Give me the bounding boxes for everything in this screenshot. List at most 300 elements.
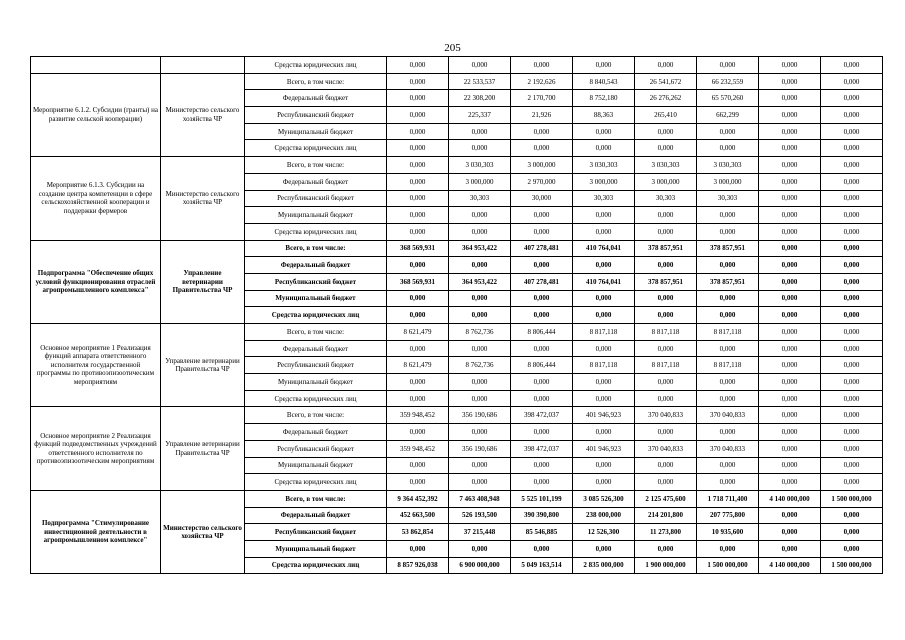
amount-cell: 53 862,854 [387, 524, 449, 541]
amount-cell: 8 817,118 [635, 357, 697, 374]
amount-cell: 0,000 [573, 540, 635, 557]
funding-source-cell: Всего, в том числе: [245, 407, 387, 424]
amount-cell: 9 364 452,392 [387, 490, 449, 507]
amount-cell: 66 232,559 [697, 73, 759, 90]
amount-cell: 0,000 [573, 207, 635, 224]
amount-cell: 0,000 [387, 307, 449, 324]
amount-cell: 0,000 [821, 474, 883, 491]
amount-cell: 0,000 [821, 390, 883, 407]
amount-cell: 0,000 [821, 324, 883, 341]
amount-cell: 0,000 [759, 107, 821, 124]
funding-source-cell: Всего, в том числе: [245, 157, 387, 174]
executor-cell: Министерство сельского хозяйства ЧР [161, 490, 245, 573]
amount-cell: 0,000 [387, 123, 449, 140]
amount-cell: 0,000 [449, 223, 511, 240]
amount-cell: 0,000 [697, 290, 759, 307]
amount-cell: 0,000 [821, 107, 883, 124]
amount-cell: 452 663,500 [387, 507, 449, 524]
amount-cell: 0,000 [387, 424, 449, 441]
amount-cell: 8 806,444 [511, 324, 573, 341]
page-number: 205 [444, 42, 461, 54]
amount-cell: 378 857,951 [635, 273, 697, 290]
amount-cell: 22 533,537 [449, 73, 511, 90]
amount-cell: 0,000 [387, 157, 449, 174]
amount-cell: 0,000 [573, 307, 635, 324]
funding-source-cell: Муниципальный бюджет [245, 290, 387, 307]
amount-cell: 378 857,951 [635, 240, 697, 257]
funding-source-cell: Средства юридических лиц [245, 307, 387, 324]
funding-source-cell: Республиканский бюджет [245, 107, 387, 124]
amount-cell: 0,000 [511, 457, 573, 474]
funding-source-cell: Республиканский бюджет [245, 357, 387, 374]
amount-cell: 3 000,000 [573, 173, 635, 190]
amount-cell: 0,000 [759, 457, 821, 474]
table-row [31, 240, 883, 257]
amount-cell: 0,000 [697, 123, 759, 140]
amount-cell: 1 500 000,000 [821, 557, 883, 574]
amount-cell: 0,000 [573, 390, 635, 407]
amount-cell: 0,000 [821, 173, 883, 190]
amount-cell: 370 040,833 [635, 407, 697, 424]
funding-source-cell: Республиканский бюджет [245, 440, 387, 457]
amount-cell: 0,000 [821, 340, 883, 357]
amount-cell: 0,000 [511, 424, 573, 441]
amount-cell: 0,000 [759, 223, 821, 240]
funding-source-cell: Муниципальный бюджет [245, 207, 387, 224]
amount-cell: 214 201,800 [635, 507, 697, 524]
amount-cell: 401 946,923 [573, 440, 635, 457]
amount-cell: 0,000 [821, 207, 883, 224]
amount-cell: 0,000 [387, 374, 449, 391]
amount-cell: 0,000 [821, 440, 883, 457]
measure-description-cell: Подпрограмма "Обеспечение общих условий функционирования отраслей агропромышленного комплекса" [31, 240, 161, 323]
amount-cell: 8 817,118 [573, 324, 635, 341]
amount-cell: 0,000 [635, 140, 697, 157]
amount-cell: 0,000 [511, 340, 573, 357]
measure-description-cell: Основное мероприятие 1 Реализация функций аппарата ответственного исполнителя государственной программы по противоэпизоотическим мероприятиям [31, 324, 161, 407]
executor-cell: Управление ветеринарии Правительства ЧР [161, 407, 245, 490]
amount-cell: 8 817,118 [573, 357, 635, 374]
amount-cell: 0,000 [759, 173, 821, 190]
amount-cell: 0,000 [449, 307, 511, 324]
amount-cell: 0,000 [573, 340, 635, 357]
funding-source-cell: Всего, в том числе: [245, 324, 387, 341]
amount-cell: 0,000 [759, 474, 821, 491]
amount-cell: 368 569,931 [387, 240, 449, 257]
amount-cell: 0,000 [573, 140, 635, 157]
amount-cell: 410 764,041 [573, 273, 635, 290]
amount-cell: 4 140 000,000 [759, 557, 821, 574]
amount-cell: 207 775,800 [697, 507, 759, 524]
amount-cell: 0,000 [449, 374, 511, 391]
executor-cell: Министерство сельского хозяйства ЧР [161, 73, 245, 156]
amount-cell: 0,000 [821, 257, 883, 274]
amount-cell: 0,000 [635, 207, 697, 224]
measure-description-cell: Подпрограмма "Стимулирование инвестиционной деятельности в агропромышленном комплексе" [31, 490, 161, 573]
amount-cell: 30,303 [573, 190, 635, 207]
amount-cell: 30,000 [511, 190, 573, 207]
amount-cell: 370 040,833 [697, 440, 759, 457]
amount-cell: 0,000 [635, 474, 697, 491]
amount-cell: 0,000 [387, 474, 449, 491]
amount-cell: 0,000 [449, 57, 511, 74]
amount-cell: 0,000 [635, 340, 697, 357]
amount-cell: 0,000 [449, 290, 511, 307]
amount-cell: 0,000 [573, 424, 635, 441]
amount-cell: 356 190,686 [449, 407, 511, 424]
amount-cell: 6 900 000,000 [449, 557, 511, 574]
amount-cell: 0,000 [697, 340, 759, 357]
amount-cell: 0,000 [387, 257, 449, 274]
amount-cell: 0,000 [573, 374, 635, 391]
funding-source-cell: Республиканский бюджет [245, 524, 387, 541]
amount-cell: 0,000 [697, 474, 759, 491]
amount-cell: 0,000 [449, 474, 511, 491]
amount-cell: 2 192,626 [511, 73, 573, 90]
amount-cell: 0,000 [635, 257, 697, 274]
amount-cell: 2 170,700 [511, 90, 573, 107]
amount-cell: 0,000 [635, 57, 697, 74]
amount-cell: 356 190,686 [449, 440, 511, 457]
amount-cell: 0,000 [759, 73, 821, 90]
amount-cell: 364 953,422 [449, 273, 511, 290]
amount-cell: 0,000 [759, 207, 821, 224]
amount-cell: 265,410 [635, 107, 697, 124]
amount-cell: 8 762,736 [449, 324, 511, 341]
funding-source-cell: Средства юридических лиц [245, 57, 387, 74]
amount-cell: 0,000 [511, 123, 573, 140]
amount-cell: 10 935,600 [697, 524, 759, 541]
amount-cell: 0,000 [635, 123, 697, 140]
amount-cell: 0,000 [759, 540, 821, 557]
amount-cell: 0,000 [697, 207, 759, 224]
amount-cell: 0,000 [759, 140, 821, 157]
measure-description-cell: Основное мероприятие 2 Реализация функций подведомственных учреждений ответственного исполнителя по противоэпизоотическим мероприятиям [31, 407, 161, 490]
amount-cell: 0,000 [697, 424, 759, 441]
amount-cell: 401 946,923 [573, 407, 635, 424]
amount-cell: 0,000 [387, 340, 449, 357]
funding-source-cell: Республиканский бюджет [245, 273, 387, 290]
amount-cell: 364 953,422 [449, 240, 511, 257]
amount-cell: 0,000 [821, 190, 883, 207]
amount-cell: 0,000 [449, 340, 511, 357]
amount-cell: 0,000 [759, 324, 821, 341]
table-row [31, 73, 883, 90]
measure-description-cell: Мероприятие 6.1.2. Субсидии (гранты) на развитие сельской кооперации) [31, 73, 161, 156]
amount-cell: 88,363 [573, 107, 635, 124]
amount-cell: 398 472,037 [511, 440, 573, 457]
executor-cell: Управление ветеринарии Правительства ЧР [161, 324, 245, 407]
amount-cell: 8 857 926,038 [387, 557, 449, 574]
funding-source-cell: Муниципальный бюджет [245, 374, 387, 391]
amount-cell: 0,000 [511, 474, 573, 491]
amount-cell: 0,000 [635, 457, 697, 474]
measure-description-cell: Мероприятие 6.1.3. Субсидии на создание центра компетенции в сфере сельскохозяйственной кооперации и поддержки фермеров [31, 157, 161, 240]
amount-cell: 26 276,262 [635, 90, 697, 107]
amount-cell: 0,000 [511, 374, 573, 391]
amount-cell: 0,000 [511, 290, 573, 307]
amount-cell: 359 948,452 [387, 440, 449, 457]
amount-cell: 0,000 [821, 524, 883, 541]
amount-cell: 0,000 [697, 457, 759, 474]
amount-cell: 0,000 [759, 90, 821, 107]
amount-cell: 0,000 [821, 507, 883, 524]
amount-cell: 0,000 [821, 290, 883, 307]
amount-cell: 3 000,000 [697, 173, 759, 190]
amount-cell: 0,000 [449, 424, 511, 441]
table-row [31, 407, 883, 424]
amount-cell: 12 526,300 [573, 524, 635, 541]
amount-cell: 0,000 [759, 507, 821, 524]
amount-cell: 0,000 [821, 407, 883, 424]
amount-cell: 0,000 [511, 207, 573, 224]
amount-cell: 238 000,000 [573, 507, 635, 524]
amount-cell: 8 840,543 [573, 73, 635, 90]
funding-source-cell: Всего, в том числе: [245, 240, 387, 257]
amount-cell: 0,000 [759, 390, 821, 407]
amount-cell: 368 569,931 [387, 273, 449, 290]
amount-cell: 11 273,800 [635, 524, 697, 541]
amount-cell: 0,000 [635, 390, 697, 407]
funding-source-cell: Муниципальный бюджет [245, 540, 387, 557]
amount-cell: 0,000 [511, 307, 573, 324]
budget-table [30, 56, 883, 574]
table-row [31, 490, 883, 507]
amount-cell: 225,337 [449, 107, 511, 124]
funding-source-cell: Средства юридических лиц [245, 390, 387, 407]
amount-cell: 8 621,479 [387, 357, 449, 374]
amount-cell: 0,000 [449, 390, 511, 407]
amount-cell: 0,000 [387, 107, 449, 124]
amount-cell: 0,000 [759, 290, 821, 307]
amount-cell: 7 463 408,948 [449, 490, 511, 507]
amount-cell: 526 193,500 [449, 507, 511, 524]
amount-cell: 0,000 [759, 524, 821, 541]
amount-cell: 370 040,833 [635, 440, 697, 457]
amount-cell: 0,000 [635, 290, 697, 307]
amount-cell: 0,000 [387, 207, 449, 224]
amount-cell: 0,000 [759, 440, 821, 457]
amount-cell: 0,000 [821, 223, 883, 240]
amount-cell: 30,303 [449, 190, 511, 207]
amount-cell: 3 030,303 [573, 157, 635, 174]
amount-cell: 0,000 [821, 123, 883, 140]
amount-cell: 0,000 [697, 390, 759, 407]
amount-cell: 8 817,118 [697, 357, 759, 374]
amount-cell: 0,000 [635, 540, 697, 557]
amount-cell: 407 278,481 [511, 273, 573, 290]
amount-cell: 0,000 [821, 57, 883, 74]
amount-cell: 8 752,180 [573, 90, 635, 107]
amount-cell: 0,000 [821, 140, 883, 157]
amount-cell: 0,000 [387, 57, 449, 74]
table-body [31, 57, 883, 574]
funding-source-cell: Республиканский бюджет [245, 190, 387, 207]
executor-cell: Министерство сельского хозяйства ЧР [161, 157, 245, 240]
amount-cell: 0,000 [635, 374, 697, 391]
amount-cell: 0,000 [573, 223, 635, 240]
table-row [31, 157, 883, 174]
amount-cell: 85 546,885 [511, 524, 573, 541]
amount-cell: 0,000 [759, 257, 821, 274]
amount-cell: 0,000 [573, 290, 635, 307]
amount-cell: 0,000 [821, 457, 883, 474]
amount-cell: 378 857,951 [697, 273, 759, 290]
amount-cell: 8 621,479 [387, 324, 449, 341]
executor-cell [161, 57, 245, 74]
amount-cell: 2 125 475,600 [635, 490, 697, 507]
amount-cell: 0,000 [697, 57, 759, 74]
funding-source-cell: Всего, в том числе: [245, 73, 387, 90]
amount-cell: 0,000 [759, 190, 821, 207]
amount-cell: 8 806,444 [511, 357, 573, 374]
amount-cell: 0,000 [449, 123, 511, 140]
funding-source-cell: Федеральный бюджет [245, 173, 387, 190]
amount-cell: 0,000 [759, 157, 821, 174]
amount-cell: 0,000 [573, 257, 635, 274]
amount-cell: 407 278,481 [511, 240, 573, 257]
amount-cell: 359 948,452 [387, 407, 449, 424]
amount-cell: 0,000 [387, 173, 449, 190]
measure-description-cell [31, 57, 161, 74]
amount-cell: 3 030,303 [635, 157, 697, 174]
amount-cell: 0,000 [387, 540, 449, 557]
funding-source-cell: Средства юридических лиц [245, 223, 387, 240]
amount-cell: 37 215,448 [449, 524, 511, 541]
amount-cell: 1 500 000,000 [821, 490, 883, 507]
funding-source-cell: Федеральный бюджет [245, 424, 387, 441]
amount-cell: 0,000 [759, 307, 821, 324]
amount-cell: 5 525 101,199 [511, 490, 573, 507]
amount-cell: 0,000 [697, 140, 759, 157]
amount-cell: 0,000 [759, 340, 821, 357]
amount-cell: 8 762,736 [449, 357, 511, 374]
amount-cell: 1 900 000,000 [635, 557, 697, 574]
amount-cell: 3 000,000 [635, 173, 697, 190]
amount-cell: 0,000 [387, 140, 449, 157]
funding-source-cell: Федеральный бюджет [245, 507, 387, 524]
amount-cell: 0,000 [821, 240, 883, 257]
amount-cell: 390 390,800 [511, 507, 573, 524]
amount-cell: 0,000 [821, 540, 883, 557]
amount-cell: 0,000 [759, 357, 821, 374]
amount-cell: 30,303 [697, 190, 759, 207]
funding-source-cell: Средства юридических лиц [245, 474, 387, 491]
amount-cell: 0,000 [511, 540, 573, 557]
amount-cell: 0,000 [449, 140, 511, 157]
amount-cell: 0,000 [759, 407, 821, 424]
amount-cell: 0,000 [449, 207, 511, 224]
amount-cell: 65 570,260 [697, 90, 759, 107]
amount-cell: 0,000 [821, 374, 883, 391]
amount-cell: 0,000 [387, 90, 449, 107]
amount-cell: 0,000 [387, 390, 449, 407]
amount-cell: 370 040,833 [697, 407, 759, 424]
amount-cell: 2 970,000 [511, 173, 573, 190]
funding-source-cell: Муниципальный бюджет [245, 123, 387, 140]
amount-cell: 0,000 [511, 223, 573, 240]
amount-cell: 3 030,303 [697, 157, 759, 174]
amount-cell: 8 817,118 [697, 324, 759, 341]
amount-cell: 662,299 [697, 107, 759, 124]
amount-cell: 3 030,303 [449, 157, 511, 174]
amount-cell: 378 857,951 [697, 240, 759, 257]
amount-cell: 0,000 [573, 457, 635, 474]
amount-cell: 8 817,118 [635, 324, 697, 341]
amount-cell: 0,000 [449, 257, 511, 274]
amount-cell: 0,000 [449, 540, 511, 557]
amount-cell: 0,000 [759, 123, 821, 140]
funding-source-cell: Федеральный бюджет [245, 257, 387, 274]
amount-cell: 26 541,672 [635, 73, 697, 90]
amount-cell: 0,000 [449, 457, 511, 474]
amount-cell: 0,000 [821, 424, 883, 441]
amount-cell: 3 000,000 [511, 157, 573, 174]
amount-cell: 0,000 [511, 390, 573, 407]
table-row [31, 324, 883, 341]
amount-cell: 22 308,200 [449, 90, 511, 107]
amount-cell: 410 764,041 [573, 240, 635, 257]
amount-cell: 0,000 [635, 307, 697, 324]
funding-source-cell: Средства юридических лиц [245, 140, 387, 157]
amount-cell: 4 140 000,000 [759, 490, 821, 507]
table-row [31, 57, 883, 74]
amount-cell: 0,000 [387, 223, 449, 240]
funding-source-cell: Всего, в том числе: [245, 490, 387, 507]
amount-cell: 0,000 [697, 540, 759, 557]
amount-cell: 0,000 [759, 240, 821, 257]
amount-cell: 5 049 163,514 [511, 557, 573, 574]
amount-cell: 0,000 [573, 123, 635, 140]
amount-cell: 21,926 [511, 107, 573, 124]
amount-cell: 0,000 [821, 73, 883, 90]
amount-cell: 0,000 [759, 273, 821, 290]
amount-cell: 0,000 [821, 90, 883, 107]
amount-cell: 0,000 [759, 374, 821, 391]
amount-cell: 0,000 [635, 223, 697, 240]
amount-cell: 0,000 [635, 424, 697, 441]
amount-cell: 30,303 [635, 190, 697, 207]
funding-source-cell: Федеральный бюджет [245, 340, 387, 357]
amount-cell: 0,000 [573, 474, 635, 491]
amount-cell: 2 835 000,000 [573, 557, 635, 574]
amount-cell: 0,000 [697, 223, 759, 240]
amount-cell: 0,000 [387, 290, 449, 307]
funding-source-cell: Средства юридических лиц [245, 557, 387, 574]
amount-cell: 0,000 [511, 140, 573, 157]
amount-cell: 0,000 [759, 57, 821, 74]
amount-cell: 0,000 [697, 374, 759, 391]
amount-cell: 3 085 526,300 [573, 490, 635, 507]
amount-cell: 3 000,000 [449, 173, 511, 190]
amount-cell: 0,000 [821, 307, 883, 324]
amount-cell: 0,000 [697, 307, 759, 324]
amount-cell: 0,000 [511, 257, 573, 274]
amount-cell: 1 500 000,000 [697, 557, 759, 574]
amount-cell: 0,000 [697, 257, 759, 274]
amount-cell: 0,000 [759, 424, 821, 441]
executor-cell: Управление ветеринарии Правительства ЧР [161, 240, 245, 323]
funding-source-cell: Федеральный бюджет [245, 90, 387, 107]
amount-cell: 1 718 711,400 [697, 490, 759, 507]
amount-cell: 0,000 [821, 157, 883, 174]
amount-cell: 0,000 [387, 73, 449, 90]
amount-cell: 398 472,037 [511, 407, 573, 424]
amount-cell: 0,000 [387, 457, 449, 474]
amount-cell: 0,000 [511, 57, 573, 74]
funding-source-cell: Муниципальный бюджет [245, 457, 387, 474]
amount-cell: 0,000 [573, 57, 635, 74]
